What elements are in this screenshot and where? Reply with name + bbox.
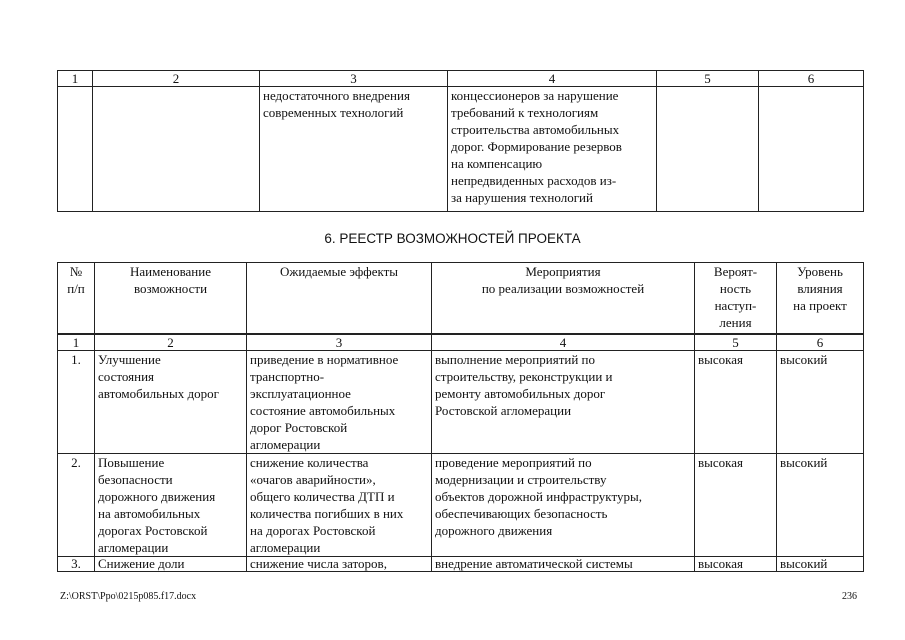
row-number: 2.	[58, 454, 95, 557]
cell-risk-measures: концессионеров за нарушение требований к технологиям строительства автомобильных дорог. Формирование резервов на компенсацию непредвиденных расходов из- за нарушения технологий	[448, 87, 657, 212]
opportunities-register-table	[57, 262, 864, 572]
header-effects: Ожидаемые эффекты	[247, 263, 432, 335]
column-number: 3	[260, 71, 448, 87]
page-number: 236	[842, 591, 857, 602]
column-number-row	[58, 71, 864, 87]
cell-effects: снижение числа заторов,	[247, 557, 432, 572]
cell-impact: высокий	[777, 557, 864, 572]
cell-opportunity-name: Повышение безопасности дорожного движения на автомобильных дорогах Ростовской агломерации	[95, 454, 247, 557]
table-row	[58, 454, 864, 557]
table-row	[58, 351, 864, 454]
column-number: 4	[432, 334, 695, 351]
cell-empty	[657, 87, 759, 212]
header-number: № п/п	[58, 263, 95, 335]
cell-measures: выполнение мероприятий по строительству, реконструкции и ремонту автомобильных дорог Ростовской агломерации	[432, 351, 695, 454]
cell-impact: высокий	[777, 454, 864, 557]
cell-opportunity-name: Снижение доли	[95, 557, 247, 572]
column-number-row	[58, 334, 864, 351]
column-number: 2	[93, 71, 260, 87]
cell-risk-cause: недостаточного внедрения современных технологий	[260, 87, 448, 212]
column-number: 5	[657, 71, 759, 87]
footer-file-path: Z:\ORST\Ppo\0215p085.f17.docx	[60, 591, 197, 602]
cell-empty	[58, 87, 93, 212]
column-number: 4	[448, 71, 657, 87]
cell-effects: приведение в нормативное транспортно- эксплуатационное состояние автомобильных дорог Ростовской агломерации	[247, 351, 432, 454]
cell-measures: проведение мероприятий по модернизации и строительству объектов дорожной инфраструктуры, обеспечивающих безопасность дорожного движения	[432, 454, 695, 557]
column-number: 2	[95, 334, 247, 351]
header-probability: Вероят- ность наступ- ления	[695, 263, 777, 335]
cell-impact: высокий	[777, 351, 864, 454]
column-number: 6	[777, 334, 864, 351]
cell-probability: высокая	[695, 351, 777, 454]
cell-empty	[93, 87, 260, 212]
row-number: 1.	[58, 351, 95, 454]
section-title: 6. РЕЕСТР ВОЗМОЖНОСТЕЙ ПРОЕКТА	[324, 231, 581, 246]
table-row	[58, 557, 864, 572]
cell-probability: высокая	[695, 454, 777, 557]
row-number: 3.	[58, 557, 95, 572]
column-number: 6	[759, 71, 864, 87]
column-number: 1	[58, 334, 95, 351]
cell-measures: внедрение автоматической системы	[432, 557, 695, 572]
header-name: Наименование возможности	[95, 263, 247, 335]
cell-probability: высокая	[695, 557, 777, 572]
header-measures: Мероприятия по реализации возможностей	[432, 263, 695, 335]
cell-opportunity-name: Улучшение состояния автомобильных дорог	[95, 351, 247, 454]
continued-risk-table	[57, 70, 864, 212]
cell-empty	[759, 87, 864, 212]
column-number: 1	[58, 71, 93, 87]
cell-effects: снижение количества «очагов аварийности», общего количества ДТП и количества погибших в них на дорогах Ростовской агломерации	[247, 454, 432, 557]
header-impact: Уровень влияния на проект	[777, 263, 864, 335]
column-number: 5	[695, 334, 777, 351]
column-number: 3	[247, 334, 432, 351]
table-row	[58, 87, 864, 212]
table-header-row	[58, 263, 864, 335]
